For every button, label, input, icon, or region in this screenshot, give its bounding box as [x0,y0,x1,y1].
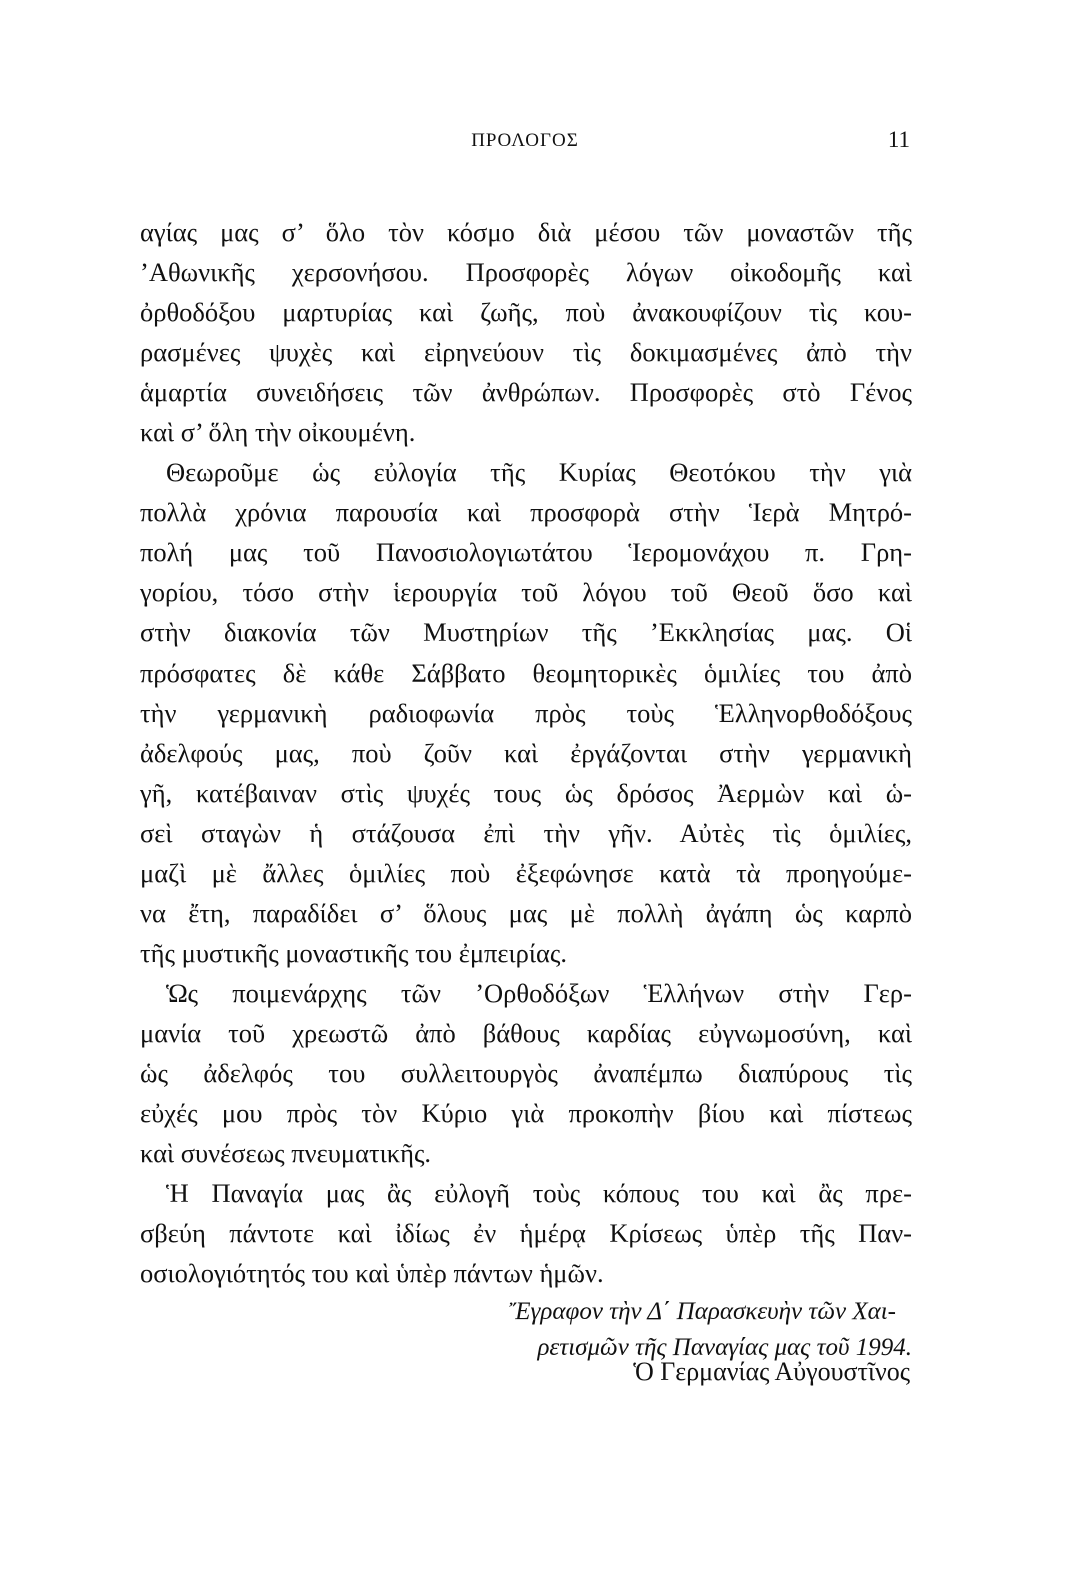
running-title: ΠΡΟΛΟΓΟΣ [471,130,579,151]
text-line: ἀδελφούς μας, ποὺ ζοῦν καὶ ἐργάζονται στὴν γερμανικὴ [140,737,912,768]
text-line: Θεωροῦμε ὡς εὐλογία τῆς Κυρίας Θεοτόκου τὴν γιὰ [166,457,912,488]
text-line: ἁμαρτία συνειδήσεις τῶν ἀνθρώπων. Προσφορὲς στὸ Γένος [140,377,912,408]
text-line: στὴν διακονία τῶν Μυστηρίων τῆς ’Εκκλησίας μας. Οἱ [140,617,912,648]
text-line: ρασμένες ψυχὲς καὶ εἰρηνεύουν τὶς δοκιμασμένες ἀπὸ τὴν [140,337,912,368]
text-line: μαζὶ μὲ ἄλλες ὁμιλίες ποὺ ἐξεφώνησε κατὰ τὰ προηγούμε- [140,857,912,888]
dating-line: ρετισμῶν τῆς Παναγίας μας τοῦ 1994. [537,1334,912,1362]
text-line: Ὡς ποιμενάρχης τῶν ’Ορθοδόξων Ἑλλήνων στὴν Γερ- [166,977,912,1008]
text-line: πρόσφατες δὲ κάθε Σάββατο θεομητορικὲς ὁμιλίες του ἀπὸ [140,657,912,688]
text-line: τὴν γερμανικὴ ραδιοφωνία πρὸς τοὺς Ἑλληνορθοδόξους [140,697,912,728]
text-line: καὶ σ’ ὅλη τὴν οἰκουμένη. [140,417,416,448]
text-line: Ἡ Παναγία μας ἂς εὐλογῆ τοὺς κόπους του καὶ ἂς πρε- [166,1178,912,1209]
text-line: ὡς ἀδελφός του συλλειτουργὸς ἀναπέμπω διαπύρους τὶς [140,1057,912,1088]
running-head [140,127,910,170]
text-line: οσιολογιότητός του καὶ ὑπὲρ πάντων ἡμῶν. [140,1258,604,1289]
signature-line: Ὁ Γερμανίας Αὐγουστῖνος [633,1357,910,1386]
text-line: εὐχές μου πρὸς τὸν Κύριο γιὰ προκοπὴν βίου καὶ πίστεως [140,1098,912,1129]
text-line: πολλὰ χρόνια παρουσία καὶ προσφορὰ στὴν Ἱερὰ Μητρό- [140,497,912,528]
text-line: σβεύη πάντοτε καὶ ἰδίως ἐν ἡμέρᾳ Κρίσεως ὑπὲρ τῆς Παν- [140,1218,912,1249]
preface-body [140,212,912,1293]
text-line: γῆ, κατέβαιναν στὶς ψυχές τους ὡς δρόσος Ἀερμὼν καὶ ὡ- [140,777,912,808]
text-line: τῆς μυστικῆς μοναστικῆς του ἐμπειρίας. [140,937,568,968]
text-line: ὀρθοδόξου μαρτυρίας καὶ ζωῆς, ποὺ ἀνακουφίζουν τὶς κου- [140,297,912,328]
text-line: σεὶ σταγὼν ἡ στάζουσα ἐπὶ τὴν γῆν. Αὐτὲς τὶς ὁμιλίες, [140,817,912,848]
text-line: γορίου, τόσο στὴν ἱερουργία τοῦ λόγου τοῦ Θεοῦ ὅσο καὶ [140,577,912,608]
text-line: αγίας μας σ’ ὅλο τὸν κόσμο διὰ μέσου τῶν μοναστῶν τῆς [140,217,912,247]
page-number: 11 [887,127,910,152]
text-line: πολή μας τοῦ Πανοσιολογιωτάτου Ἱερομονάχου π. Γρη- [140,537,912,568]
text-line: καὶ συνέσεως πνευματικῆς. [140,1138,432,1169]
text-line: να ἔτη, παραδίδει σ’ ὅλους μας μὲ πολλὴ ἀγάπη ὡς καρπὸ [140,897,912,928]
text-line: ’Αθωνικῆς χερσονήσου. Προσφορὲς λόγων οἰκοδομῆς καὶ [140,257,912,288]
dating-line: Ἔγραφον τὴν Δ΄ Παρασκευὴν τῶν Χαι- [509,1298,896,1325]
text-line: μανία τοῦ χρεωστῶ ἀπὸ βάθους καρδίας εὐγνωμοσύνη, καὶ [140,1017,912,1048]
